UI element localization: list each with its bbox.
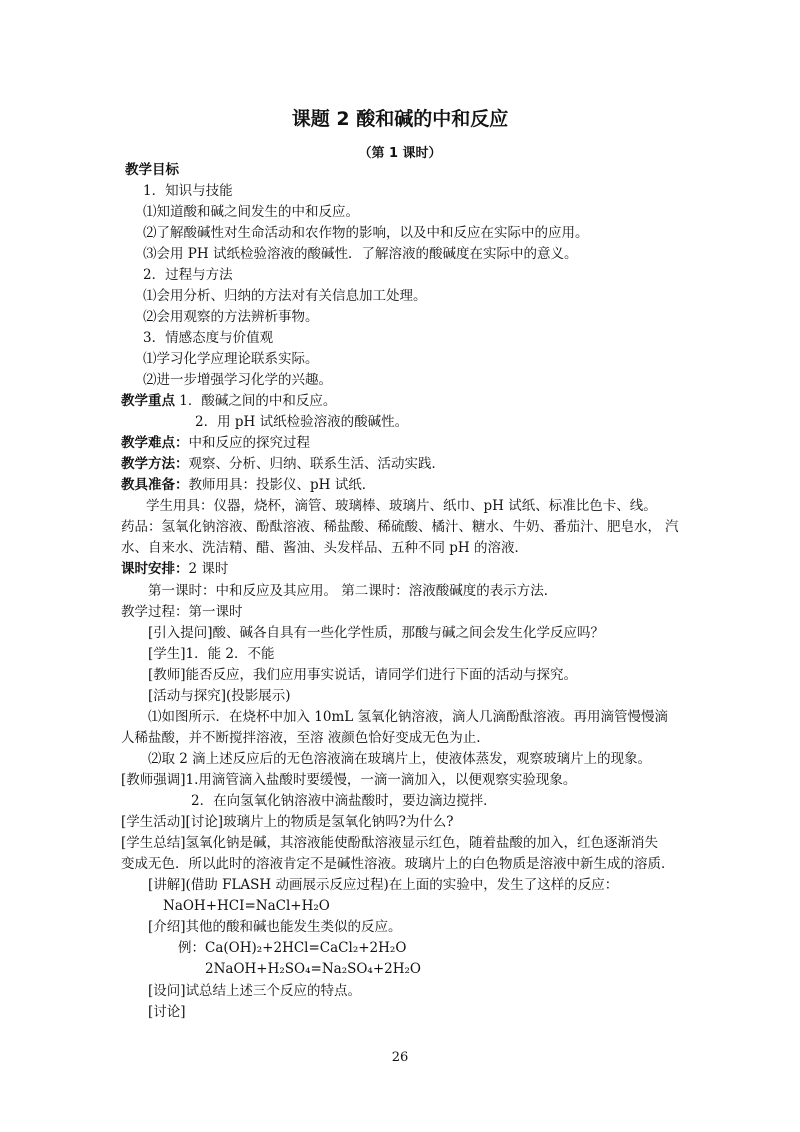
difficulty-text: 中和反应的探究过程 xyxy=(188,435,310,451)
prep-drugs-a: 药品：氢氧化钠溶液、酚酞溶液、稀盐酸、稀硫酸、橘汁、糖水、牛奶、番茄汁、肥皂水， xyxy=(121,519,661,535)
prep-drugs-c: 水、自来水、洗洁精、醋、酱油、头发样品、五种不同 pH 的溶液． xyxy=(121,540,528,556)
process-line: [学生]1．能 2．不能 xyxy=(148,646,275,662)
objective-line: 1．知识与技能 xyxy=(143,183,233,199)
process-line: 变成无色．所以此时的溶液肯定不是碱性溶液。玻璃片上的白色物质是溶液中新生成的溶质． xyxy=(121,856,675,872)
process-line: 2．在向氢氧化钠溶液中滴盐酸时，要边滴边搅拌． xyxy=(191,793,497,809)
process-line: [活动与探究](投影展示) xyxy=(148,688,291,704)
equation-2: 例：Ca(OH)₂+2HCl=CaCl₂+2H₂O xyxy=(178,940,407,956)
prep-drugs-b: 汽 xyxy=(665,519,679,535)
prep-label: 教具准备： xyxy=(121,477,189,493)
difficulty-label: 教学难点： xyxy=(121,435,189,451)
page-subtitle: （第 1 课时） xyxy=(358,146,442,161)
prep-line xyxy=(121,476,375,494)
objective-line: ⑴会用分析、归纳的方法对有关信息加工处理。 xyxy=(143,288,427,304)
process-line: [介绍]其他的酸和碱也能发生类似的反应。 xyxy=(148,919,402,935)
objective-line: 2．过程与方法 xyxy=(143,267,233,283)
page-number: 26 xyxy=(391,1050,409,1065)
process-line: [学生活动][讨论]玻璃片上的物质是氢氧化钠吗?为什么? xyxy=(121,814,454,830)
process-line: [设问]试总结上述三个反应的特点。 xyxy=(148,983,362,999)
process-line: [教师强调]1.用滴管滴入盐酸时要缓慢，一滴一滴加入，以便观察实验现象。 xyxy=(121,772,577,788)
process-line: ⑴如图所示．在烧杯中加入 10mL 氢氧化钠溶液，滴人几滴酚酞溶液。再用滴管慢慢滴 xyxy=(148,709,669,725)
objective-line: ⑵会用观察的方法辨析事物。 xyxy=(143,309,319,325)
process-line: [教师]能否反应，我们应用事实说话，请同学们进行下面的活动与探究。 xyxy=(148,667,578,683)
objective-line: ⑴学习化学应理论联系实际。 xyxy=(143,351,319,367)
focus-label: 教学重点 xyxy=(121,393,175,409)
objective-line: ⑶会用 PH 试纸检验溶液的酸碱性．了解溶液的酸碱度在实际中的意义。 xyxy=(143,246,578,262)
process-line: [引入提问]酸、碱各自具有一些化学性质，那酸与碱之间会发生化学反应吗？ xyxy=(148,625,605,641)
schedule-label: 课时安排： xyxy=(121,561,189,577)
method-line xyxy=(121,455,445,473)
equation-3: 2NaOH+H₂SO₄=Na₂SO₄+2H₂O xyxy=(205,961,421,977)
process-line: [讨论] xyxy=(148,1004,186,1020)
objectives-heading: 教学目标 xyxy=(125,162,179,178)
focus-text: 1．酸碱之间的中和反应。 xyxy=(179,393,337,409)
schedule-text: 2 课时 xyxy=(188,561,229,577)
focus-line-1 xyxy=(121,392,336,410)
focus-line-2: 2．用 pH 试纸检验溶液的酸碱性。 xyxy=(195,414,409,430)
process-line: [讲解](借助 FLASH 动画展示反应过程)在上面的实验中，发生了这样的反应： xyxy=(148,877,619,893)
prep-student: 学生用具：仪器，烧杯，滴管、玻璃棒、玻璃片、纸巾、pH 试纸、标准比色卡、线。 xyxy=(146,498,657,514)
method-label: 教学方法： xyxy=(121,456,189,472)
objective-line: 3．情感态度与价值观 xyxy=(143,330,274,346)
method-text: 观察、分析、归纳、联系生活、活动实践． xyxy=(188,456,445,472)
process-heading: 教学过程：第一课时 xyxy=(121,604,243,620)
equation-1: NaOH+HCI=NaCl+H₂O xyxy=(163,898,330,914)
objective-line: ⑴知道酸和碱之间发生的中和反应。 xyxy=(143,204,359,220)
objective-line: ⑵进一步增强学习化学的兴趣。 xyxy=(143,372,332,388)
prep-teacher: 教师用具：投影仪、pH 试纸． xyxy=(188,477,376,493)
process-line: 人稀盐酸，并不断搅拌溶液，至溶 液颜色恰好变成无色为止. xyxy=(121,730,481,746)
difficulty-line xyxy=(121,434,310,452)
schedule-line xyxy=(121,560,228,578)
schedule-detail: 第一课时：中和反应及其应用。 第二课时：溶液酸碱度的表示方法． xyxy=(148,583,558,599)
objective-line: ⑵了解酸碱性对生命活动和农作物的影响，以及中和反应在实际中的应用。 xyxy=(143,225,589,241)
process-line: ⑵取 2 滴上述反应后的无色溶液滴在玻璃片上，使液体蒸发，观察玻璃片上的现象。 xyxy=(148,751,652,767)
page-title: 课题 2 酸和碱的中和反应 xyxy=(291,108,509,130)
process-line: [学生总结]氢氧化钠是碱，其溶液能使酚酞溶液显示红色，随着盐酸的加入，红色逐渐消失 xyxy=(121,835,659,851)
